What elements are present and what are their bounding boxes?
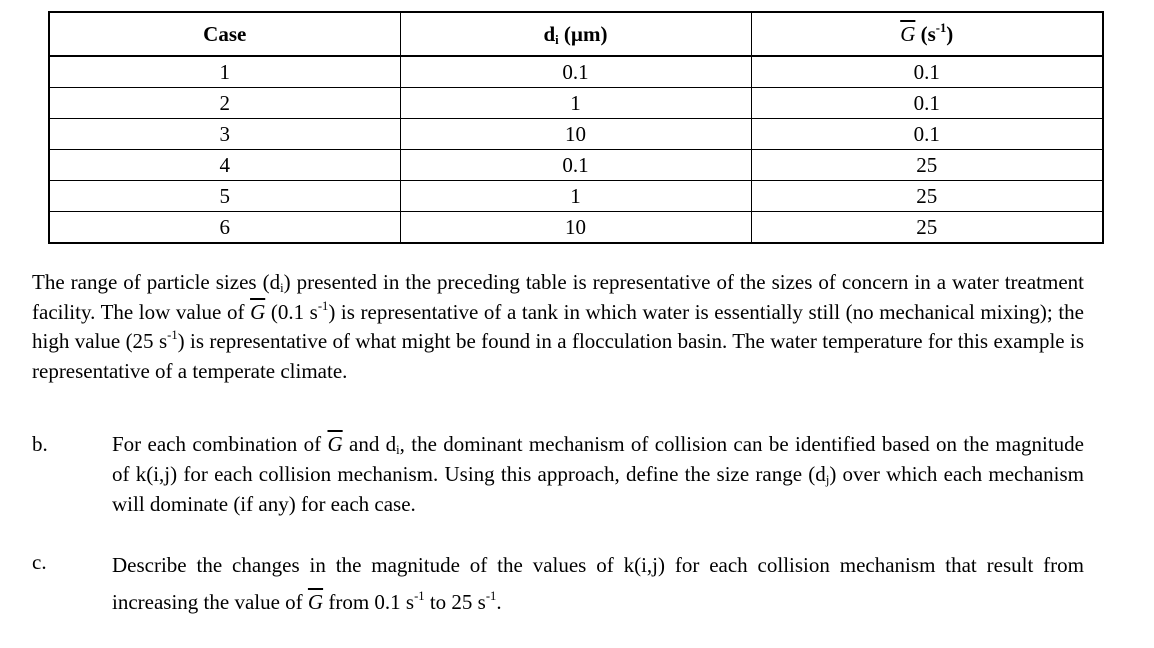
para-sub-i: i [280, 281, 284, 296]
cell-di: 1 [400, 181, 751, 212]
cell-di: 1 [400, 88, 751, 119]
para-text-2: ) presented in the preceding table is representative of the sizes of concern in a water treatment facility. The low value of [32, 270, 1084, 324]
para-g-symbol: $\overline{G}$ [250, 299, 266, 324]
table-row [49, 181, 1103, 212]
para-text-1: The range of particle sizes (d [32, 270, 281, 294]
question-c-text [112, 547, 1084, 621]
question-b-label: b. [32, 432, 48, 456]
qb-text-4: ) over which each mechanism will dominate (if any) for each case. [112, 462, 1085, 516]
table-header-row [49, 12, 1103, 56]
qb-text-3: , the dominant mechanism of collision can be identified based on the magnitude of k(i,j) for each collision mechanism. Using this approach, define the size range (d [112, 432, 1085, 486]
cell-g: 0.1 [751, 119, 1103, 150]
para-sup-1: -1 [317, 298, 329, 313]
para-text-4: ) is representative of a tank in which water is essentially still (no mechanical mixing); the high value (25 s [32, 299, 1084, 353]
table-row [49, 88, 1103, 119]
qc-text-4: . [496, 590, 502, 614]
qb-text-1: For each combination of [112, 432, 328, 456]
para-text-3: (0.1 s [265, 299, 318, 324]
cell-g: 0.1 [751, 56, 1103, 88]
header-g-unit-close: ) [946, 22, 954, 46]
cell-di: 10 [400, 119, 751, 150]
description-paragraph [32, 268, 1084, 386]
qc-g-symbol: $\overline{G}$ [307, 590, 324, 614]
cell-case: 1 [49, 56, 400, 88]
header-di-unit: (µm) [558, 22, 608, 46]
header-case: Case [49, 12, 400, 56]
qc-text-1: Describe the changes in the magnitude of the values of k(i,j) for each collision mechanism that result from increasing the value of [112, 553, 1084, 614]
data-table [48, 11, 1104, 244]
qb-g-symbol: $\overline{G}$ [327, 432, 343, 456]
cell-case: 5 [49, 181, 400, 212]
qb-text-2: and d [342, 432, 397, 456]
qc-text-2: from 0.1 s [323, 590, 415, 614]
header-di-main: d [543, 22, 556, 46]
cell-case: 3 [49, 119, 400, 150]
table-row [49, 212, 1103, 244]
header-di-sub: i [555, 33, 559, 48]
cell-g: 25 [751, 212, 1103, 244]
cell-case: 4 [49, 150, 400, 181]
cell-case: 6 [49, 212, 400, 244]
cell-case: 2 [49, 88, 400, 119]
table-row [49, 150, 1103, 181]
para-sup-2: -1 [167, 328, 178, 343]
question-c-label: c. [32, 550, 47, 574]
qc-sup-2: -1 [485, 589, 497, 604]
header-particle-diameter [400, 12, 751, 56]
qc-sup-1: -1 [414, 589, 425, 604]
cell-g: 25 [751, 150, 1103, 181]
header-velocity-gradient [751, 12, 1103, 56]
header-g-unit-open: (s [915, 22, 936, 46]
table-row [49, 56, 1103, 88]
header-g-unit-exp: -1 [935, 21, 947, 36]
cell-g: 25 [751, 181, 1103, 212]
cell-g: 0.1 [751, 88, 1103, 119]
qb-sub-i: i [396, 443, 400, 458]
cell-di: 0.1 [400, 56, 751, 88]
qc-text-3: to 25 s [424, 590, 486, 614]
cell-di: 0.1 [400, 150, 751, 181]
para-text-5: ) is representative of what might be found in a flocculation basin. The water temperature for this example is representative of a temperate climate. [32, 329, 1084, 383]
cell-di: 10 [400, 212, 751, 244]
qb-sub-j: j [825, 473, 830, 488]
question-b-text [112, 429, 1084, 519]
header-g-symbol: $\overline{G}$ [900, 22, 916, 46]
table-row [49, 119, 1103, 150]
